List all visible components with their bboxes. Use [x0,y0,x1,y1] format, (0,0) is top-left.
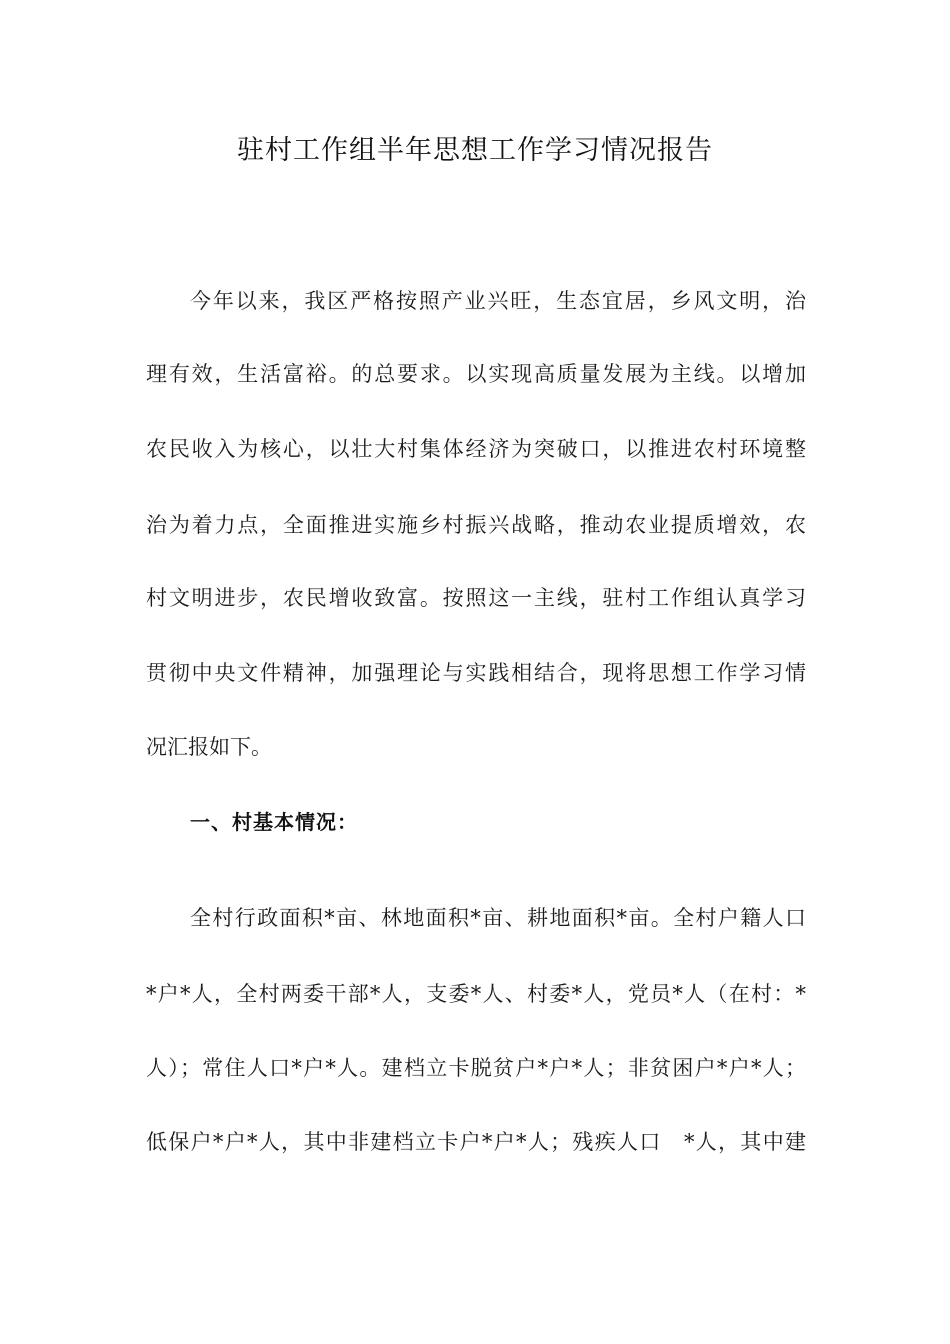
intro-line: 今年以来，我区严格按照产业兴旺，生态宜居，乡风文明，治 [190,289,806,313]
section-line: *户*人，全村两委干部*人，支委*人、村委*人，党员*人（在村：* [146,982,806,1006]
document-title: 驻村工作组半年思想工作学习情况报告 [237,135,713,166]
section-line: 全村行政面积*亩、林地面积*亩、耕地面积*亩。全村户籍人口 [190,906,806,930]
section-line: 低保户*户*人，其中非建档立卡户*户*人；残疾人口 *人，其中建 [146,1130,806,1154]
intro-line: 理有效，生活富裕。的总要求。以实现高质量发展为主线。以增加 [146,362,806,386]
intro-line: 农民收入为核心，以壮大村集体经济为突破口，以推进农村环境整 [146,437,806,461]
intro-line: 村文明进步，农民增收致富。按照这一主线，驻村工作组认真学习 [146,586,806,610]
intro-line: 治为着力点，全面推进实施乡村振兴战略，推动农业提质增效，农 [146,513,806,537]
intro-line: 贯彻中央文件精神，加强理论与实践相结合，现将思想工作学习情 [146,661,806,685]
section-heading: 一、村基本情况： [190,810,358,834]
section-line: 人）；常住人口*户*人。建档立卡脱贫户*户*人；非贫困户*户*人； [146,1056,806,1080]
intro-line: 况汇报如下。 [146,735,272,759]
